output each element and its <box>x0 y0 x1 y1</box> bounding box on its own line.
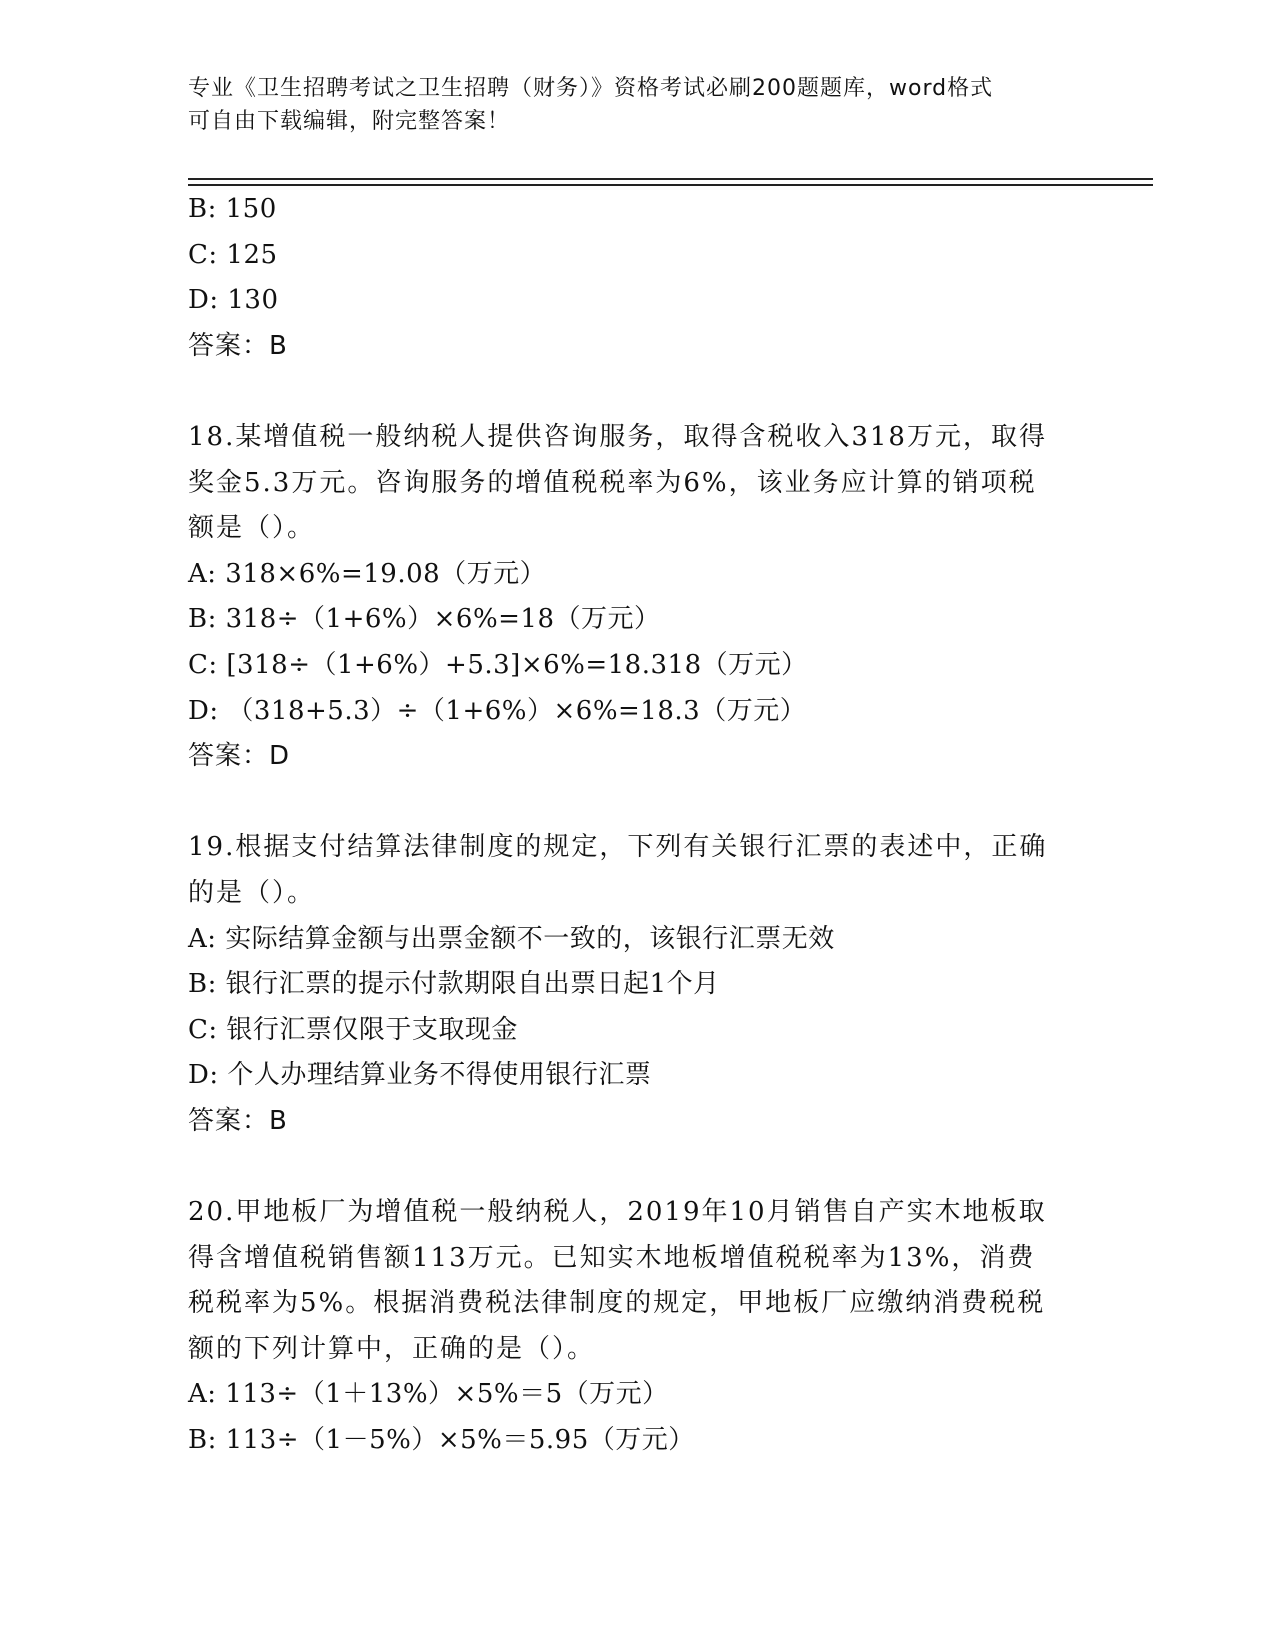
question-stem <box>188 415 1088 552</box>
page-header <box>188 72 1068 138</box>
spacer <box>188 780 1088 826</box>
stem-line: 的是（）。 <box>188 877 316 908</box>
stem-line: 额的下列计算中，正确的是（）。 <box>188 1333 596 1364</box>
option-d: D: 个人办理结算业务不得使用银行汇票 <box>188 1060 652 1091</box>
answer: 答案：B <box>188 330 288 361</box>
header-rule-bottom <box>188 184 1153 186</box>
question-18 <box>188 415 1088 780</box>
question-stem <box>188 1190 1088 1372</box>
answer: 答案：B <box>188 1105 288 1136</box>
option-a: A: 实际结算金额与出票金额不一致的，该银行汇票无效 <box>188 923 835 954</box>
header-rule-top <box>188 178 1153 180</box>
option-a: A: 113÷（1＋13%）×5%＝5（万元） <box>188 1379 669 1410</box>
stem-line: 额是（）。 <box>188 513 316 544</box>
header-line-2: 可自由下载编辑，附完整答案！ <box>188 109 511 134</box>
option-b: B: 113÷（1－5%）×5%＝5.95（万元） <box>188 1425 695 1456</box>
stem-line: 18.某增值税一般纳税人提供咨询服务，取得含税收入318万元，取得 <box>188 421 1047 452</box>
option-c: C: [318÷（1+6%）+5.3]×6%=18.318（万元） <box>188 649 808 680</box>
question-20 <box>188 1190 1088 1464</box>
stem-line: 得含增值税销售额113万元。已知实木地板增值税税率为13%，消费 <box>188 1242 1036 1273</box>
option-b: B: 银行汇票的提示付款期限自出票日起1个月 <box>188 969 720 1000</box>
option-b: B: 318÷（1+6%）×6%=18（万元） <box>188 604 661 635</box>
option-d: D: 130 <box>188 285 279 316</box>
stem-line: 奖金5.3万元。咨询服务的增值税税率为6%，该业务应计算的销项税 <box>188 467 1037 498</box>
option-c: C: 125 <box>188 239 278 270</box>
stem-line: 20.甲地板厂为增值税一般纳税人，2019年10月销售自产实木地板取 <box>188 1197 1047 1228</box>
spacer <box>188 369 1088 415</box>
option-b: B: 150 <box>188 194 277 224</box>
header-line-1: 专业《卫生招聘考试之卫生招聘（财务）》资格考试必刷200题题库，word格式 <box>188 76 994 101</box>
spacer <box>188 1144 1088 1190</box>
question-19 <box>188 825 1088 1144</box>
option-c: C: 银行汇票仅限于支取现金 <box>188 1014 518 1045</box>
stem-line: 税税率为5%。根据消费税法律制度的规定，甲地板厂应缴纳消费税税 <box>188 1288 1046 1319</box>
option-d: D: （318+5.3）÷（1+6%）×6%=18.3（万元） <box>188 695 807 726</box>
question-stem <box>188 825 1088 916</box>
question-17 <box>188 187 1088 369</box>
stem-line: 19.根据支付结算法律制度的规定，下列有关银行汇票的表述中，正确 <box>188 832 1048 863</box>
document-body <box>188 187 1088 1464</box>
option-a: A: 318×6%=19.08（万元） <box>188 558 547 589</box>
answer: 答案：D <box>188 741 291 772</box>
